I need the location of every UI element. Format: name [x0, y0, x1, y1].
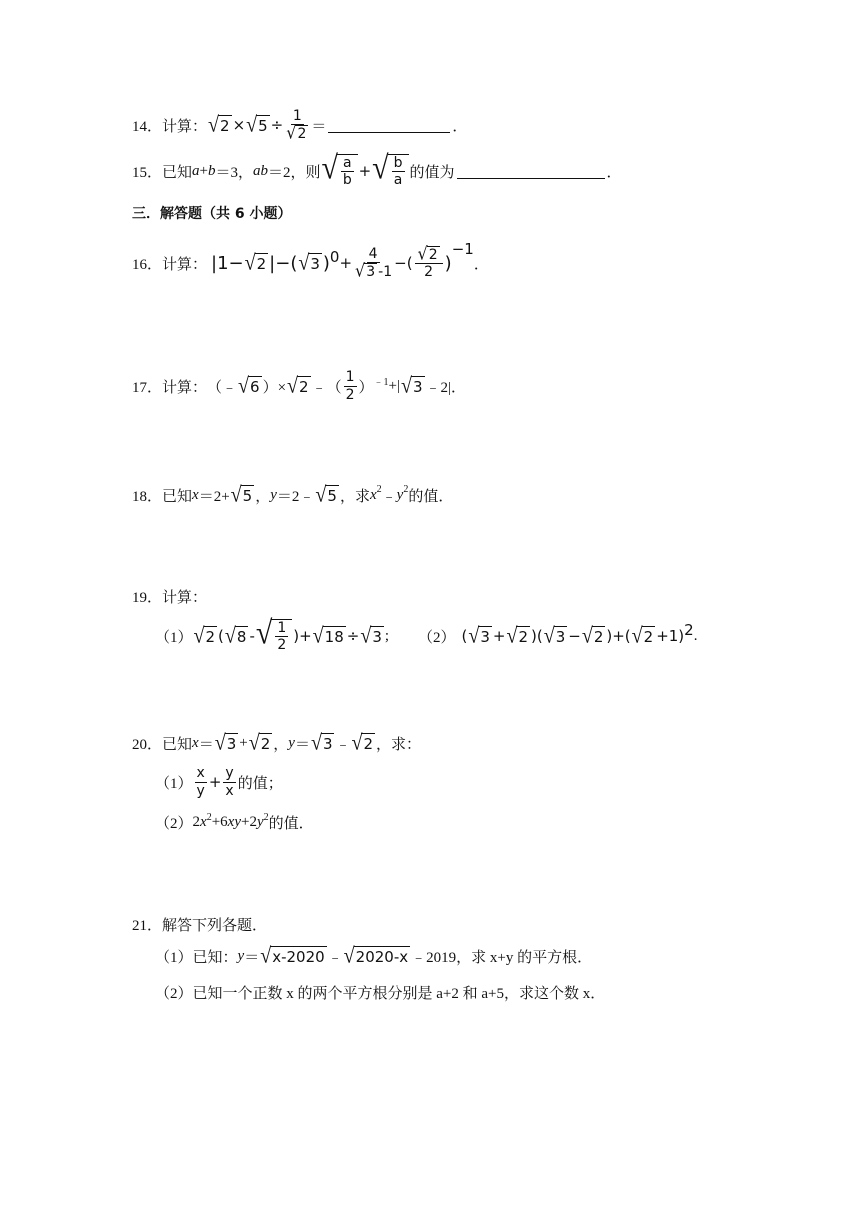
question-20: 20． 已知 x ＝ √ 3 + √ 2 ， y ＝ √ 3 ﹣ √ 2 ，求： [132, 730, 422, 756]
question-17: 17． 计算： （﹣ √ 6 ）× √ 2 ﹣（ $\frac{1}{2}$ ） $^{﹣1}$ +| √ 3 ﹣2| ． [132, 369, 467, 403]
question-number: 21． [132, 917, 163, 934]
question-number: 16． [132, 256, 163, 273]
fraction: 4 √ 3 -1 [355, 245, 393, 281]
question-20-part-2: （2） $2x^2+6xy+2y^2$ 的值． [155, 811, 314, 832]
question-number: 17． [132, 379, 163, 396]
question-text: 已知 [162, 164, 193, 181]
answer-blank [457, 164, 605, 179]
sqrt-expression: √ $\frac{a}{b}$ [322, 154, 358, 188]
question-number: 19． [132, 589, 163, 606]
question-text: 计算： [162, 256, 208, 273]
question-20-part-1: （1） $\frac{x}{y}$ + $\frac{y}{x}$ 的值； [155, 765, 283, 799]
question-15: 15． 已知 a + b ＝3， ab ＝2，则 √ $\frac{a}{b}$ + √ $\frac{b}{a}$ 的值为 ． [132, 149, 622, 188]
question-text: 解答下列各题． [162, 917, 268, 934]
divide-sign: ÷ [270, 116, 284, 134]
question-14 [132, 107, 468, 143]
question-text: 计算： [162, 118, 208, 135]
question-text: 计算： [162, 379, 208, 396]
sqrt-expression: √ 2 [208, 112, 230, 138]
question-number: 18． [132, 488, 163, 505]
question-19-part-1: （1） √ 2 ( √ 8 - √ $\frac{1}{2}$ )+ √ 18 ÷ √ 3 ; [155, 614, 390, 653]
question-19-part-2: （2） ( √ 3 + √ 2 )( √ 3 − √ 2 )+( √ 2 +1) $^2$ . [418, 621, 698, 649]
question-number: 15． [132, 164, 163, 181]
question-21-part-1: （1）已知： y ＝ √ x-2020 ﹣ √ 2020-x ﹣2019，求 x+y 的平方根． [155, 943, 593, 969]
times-sign: × [232, 116, 246, 134]
question-19 [132, 585, 207, 607]
fraction: 1 √ 2 [286, 107, 307, 143]
sqrt-expression: √ 5 [246, 112, 268, 138]
question-number: 14． [132, 118, 163, 135]
equals-sign: ＝ [311, 118, 327, 135]
period: ． [452, 118, 468, 135]
answer-blank [328, 118, 450, 133]
fraction: $\frac{1}{2}$ [345, 369, 355, 403]
question-text: 计算： [162, 589, 208, 606]
question-16: 16． 计算： |1− √ 2 |−( √ 3 ) $^0$ + 4 √ 3 -1 −( √ 2 2 ) $^{-1}$ ． [132, 240, 489, 281]
question-number: 20． [132, 736, 163, 753]
section-heading: 三．解答题（共 6 小题） [132, 206, 292, 222]
fraction: √ 2 2 [415, 246, 443, 280]
question-21-part-2: （2）已知一个正数 x 的两个平方根分别是 a+2 和 a+5，求这个数 x． [155, 985, 606, 1002]
question-18: 18． 已知 x ＝2+ √ 5 ， y ＝2﹣ √ 5 ，求 x $^2$ ﹣ y $^2$ 的值． [132, 482, 454, 508]
question-21 [132, 912, 267, 936]
sqrt-expression: √ $\frac{b}{a}$ [372, 154, 408, 188]
